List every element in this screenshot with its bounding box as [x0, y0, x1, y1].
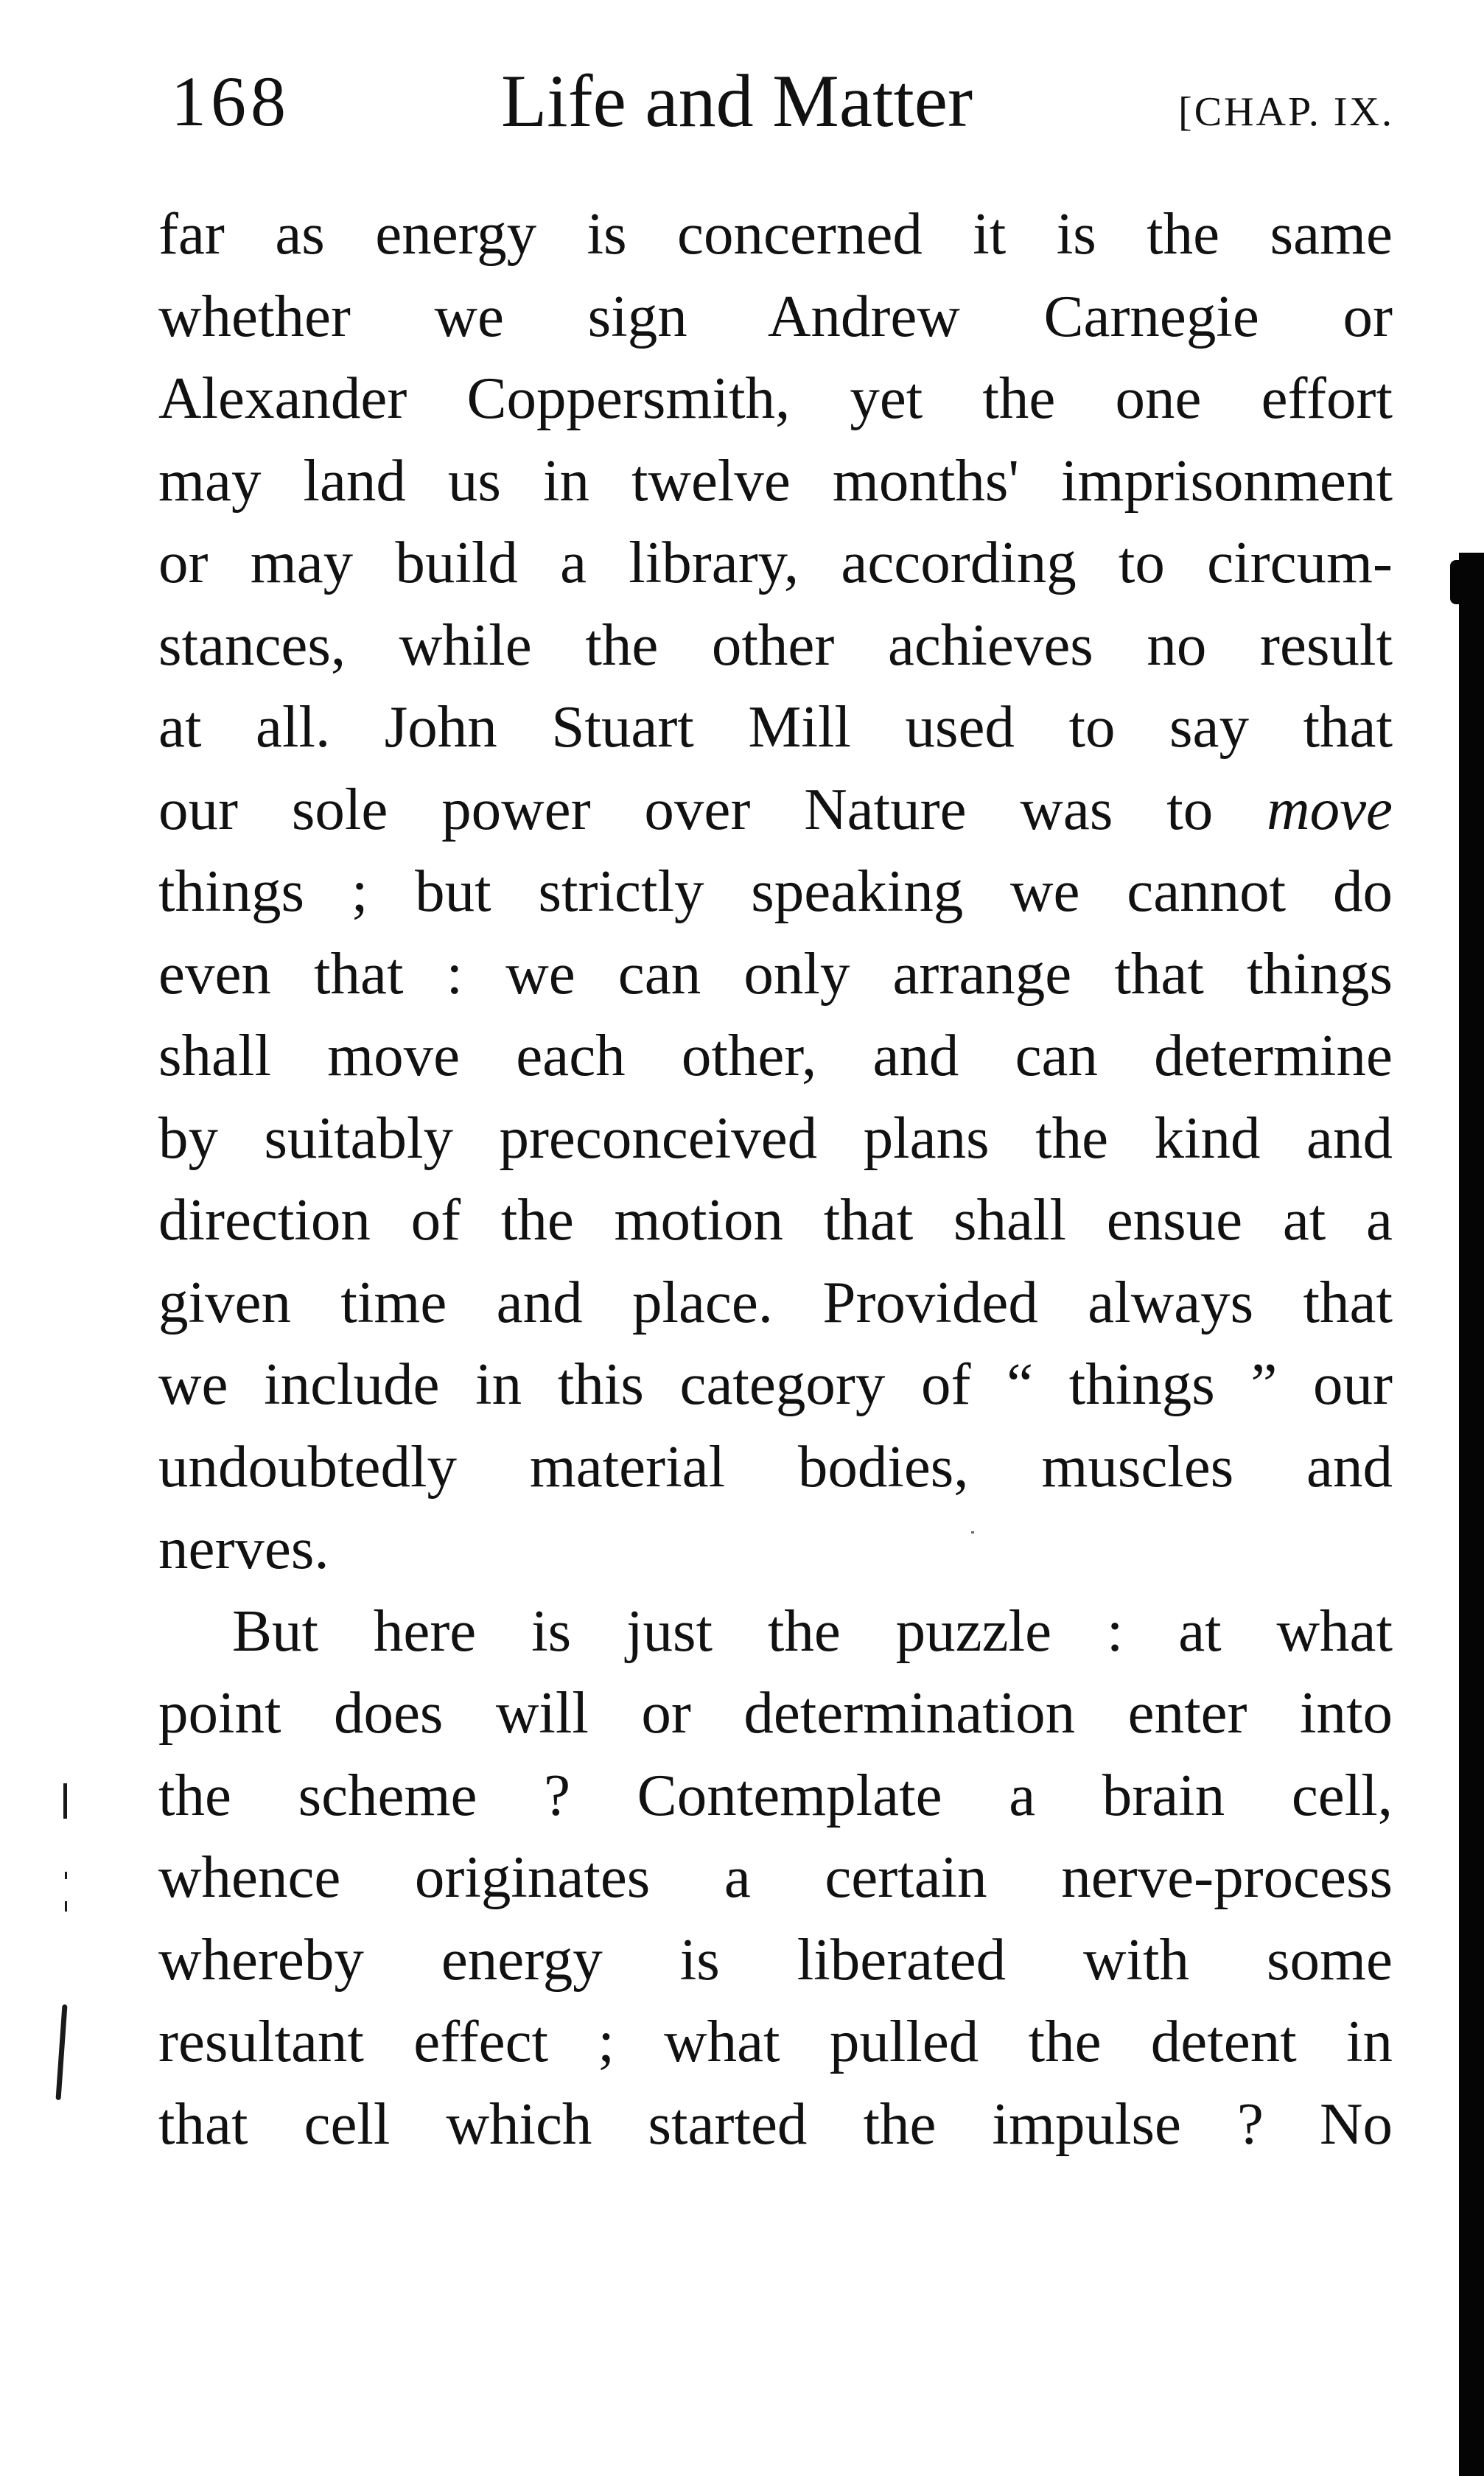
text-line: even that : we can only arrange that things [158, 940, 1393, 1007]
text-line: may land us in twelve months' imprisonment [158, 447, 1393, 514]
page-edge-shadow [1459, 553, 1484, 2476]
text-line: at all. John Stuart Mill used to say that [158, 693, 1393, 760]
text-line: point does will or determination enter into [158, 1679, 1393, 1746]
text-line: far as energy is concerned it is the same [158, 200, 1393, 267]
text-line: undoubtedly material bodies, muscles and [158, 1433, 1393, 1500]
chapter-reference: [CHAP. IX. [1178, 89, 1394, 135]
margin-pencil-mark [65, 1872, 67, 1879]
text-line: whence originates a certain nerve-process [158, 1844, 1393, 1910]
paragraph-2 [158, 1590, 1393, 2166]
paragraph-1 [158, 193, 1393, 1590]
line-text: our sole power over Nature was to [158, 775, 1214, 842]
text-line-with-italic [158, 769, 1393, 851]
text-line: stances, while the other achieves no result [158, 611, 1393, 678]
text-line: But here is just the puzzle : at what [232, 1597, 1393, 1664]
margin-pencil-mark [55, 2004, 67, 2100]
text-line: by suitably preconceived plans the kind and [158, 1104, 1393, 1171]
text-line: shall move each other, and can determine [158, 1022, 1393, 1088]
text-line: whereby energy is liberated with some [158, 1926, 1393, 1993]
margin-pencil-mark [63, 1783, 67, 1819]
page-edge-notch [1450, 560, 1468, 604]
text-line: direction of the motion that shall ensue at a [158, 1186, 1393, 1253]
text-line: the scheme ? Contemplate a brain cell, [158, 1761, 1393, 1828]
text-line: given time and place. Provided always that [158, 1268, 1393, 1335]
running-title: Life and Matter [501, 60, 973, 143]
text-line: things ; but strictly speaking we cannot do [158, 858, 1393, 924]
text-line: we include in this category of “ things ” our [158, 1351, 1393, 1417]
text-line: or may build a library, according to circum- [158, 529, 1393, 595]
running-head [171, 57, 1394, 146]
text-line: resultant effect ; what pulled the detent in [158, 2008, 1393, 2074]
text-line: Alexander Coppersmith, yet the one effort [158, 365, 1393, 431]
margin-pencil-mark [65, 1901, 67, 1912]
text-line: nerves. [158, 1515, 329, 1581]
italic-word: move [1267, 775, 1393, 842]
ink-speck [971, 1531, 974, 1533]
text-line: that cell which started the impulse ? No [158, 2090, 1393, 2157]
page-number: 168 [171, 62, 290, 141]
body-text [158, 193, 1393, 2165]
text-line: whether we sign Andrew Carnegie or [158, 282, 1393, 349]
